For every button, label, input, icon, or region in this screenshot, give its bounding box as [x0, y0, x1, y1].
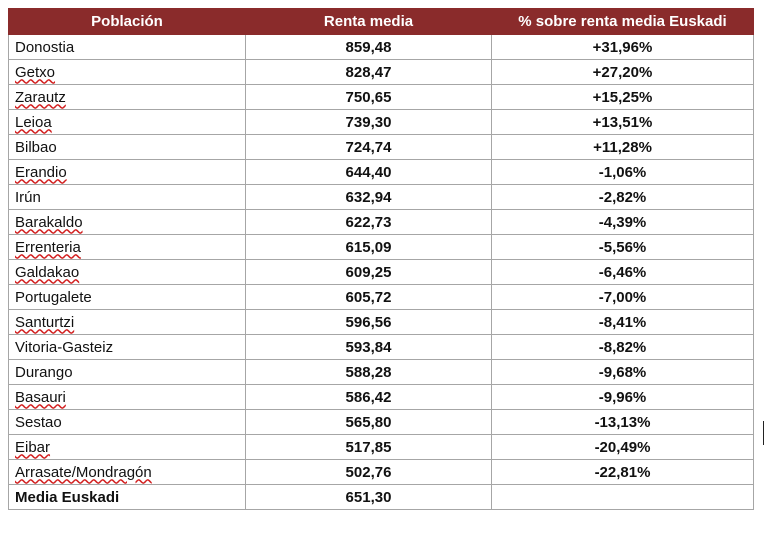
row-pct: -7,00% [492, 285, 754, 310]
header-poblacion: Población [9, 9, 246, 35]
table-row [9, 360, 754, 385]
header-renta-media: Renta media [246, 9, 492, 35]
row-name-text: Getxo [15, 63, 56, 81]
row-pct: +27,20% [492, 60, 754, 85]
row-pct: -9,96% [492, 385, 754, 410]
row-pct: -8,82% [492, 335, 754, 360]
table-row [9, 110, 754, 135]
table-row [9, 185, 754, 210]
row-pct: -2,82% [492, 185, 754, 210]
row-name [9, 310, 246, 335]
row-name-text: Eibar [15, 438, 51, 456]
row-pct: -20,49% [492, 435, 754, 460]
row-name-text: Durango [15, 363, 73, 381]
row-renta: 605,72 [246, 285, 492, 310]
row-pct: -4,39% [492, 210, 754, 235]
total-name: Media Euskadi [9, 485, 246, 510]
table-row [9, 85, 754, 110]
table-row [9, 335, 754, 360]
row-name [9, 110, 246, 135]
row-name-text: Leioa [15, 113, 52, 131]
row-name [9, 60, 246, 85]
table-row [9, 410, 754, 435]
row-renta: 517,85 [246, 435, 492, 460]
row-pct: -22,81% [492, 460, 754, 485]
row-name [9, 410, 246, 435]
row-name-text: Santurtzi [15, 313, 75, 331]
row-renta: 565,80 [246, 410, 492, 435]
income-table [8, 8, 754, 510]
total-row [9, 485, 754, 510]
row-pct: -1,06% [492, 160, 754, 185]
row-renta: 739,30 [246, 110, 492, 135]
table-row [9, 60, 754, 85]
row-renta: 615,09 [246, 235, 492, 260]
row-name-text: Sestao [15, 413, 62, 431]
table-row [9, 310, 754, 335]
row-name [9, 335, 246, 360]
row-name [9, 235, 246, 260]
row-pct: -5,56% [492, 235, 754, 260]
row-name-text: Vitoria-Gasteiz [15, 338, 114, 356]
row-pct: +15,25% [492, 85, 754, 110]
row-renta: 632,94 [246, 185, 492, 210]
row-renta: 586,42 [246, 385, 492, 410]
row-pct: -6,46% [492, 260, 754, 285]
row-name [9, 185, 246, 210]
row-renta: 750,65 [246, 85, 492, 110]
row-name-text: Barakaldo [15, 213, 83, 231]
row-renta: 588,28 [246, 360, 492, 385]
table-row [9, 210, 754, 235]
row-renta: 724,74 [246, 135, 492, 160]
row-name-text: Zarautz [15, 88, 66, 106]
table-row [9, 260, 754, 285]
row-name [9, 135, 246, 160]
row-name-text: Bilbao [15, 138, 57, 156]
row-name-text: Errenteria [15, 238, 81, 256]
row-pct: +31,96% [492, 35, 754, 60]
row-name-text: Erandio [15, 163, 67, 181]
row-renta: 859,48 [246, 35, 492, 60]
row-name [9, 385, 246, 410]
row-name-text: Arrasate/Mondragón [15, 463, 152, 481]
table-row [9, 285, 754, 310]
row-renta: 593,84 [246, 335, 492, 360]
row-name [9, 260, 246, 285]
row-name-text: Irún [15, 188, 41, 206]
row-name [9, 160, 246, 185]
text-cursor [763, 421, 764, 445]
row-pct: -8,41% [492, 310, 754, 335]
row-name [9, 435, 246, 460]
row-name-text: Basauri [15, 388, 66, 406]
header-row [9, 9, 754, 35]
row-pct: +13,51% [492, 110, 754, 135]
header-pct-euskadi: % sobre renta media Euskadi [492, 9, 754, 35]
row-renta: 502,76 [246, 460, 492, 485]
table-body [9, 35, 754, 485]
row-name-text: Donostia [15, 38, 75, 56]
row-pct: -13,13% [492, 410, 754, 435]
table-row [9, 435, 754, 460]
row-name [9, 360, 246, 385]
table-row [9, 385, 754, 410]
row-name [9, 210, 246, 235]
row-name [9, 460, 246, 485]
row-name [9, 85, 246, 110]
row-renta: 828,47 [246, 60, 492, 85]
row-name [9, 35, 246, 60]
row-name [9, 285, 246, 310]
table-row [9, 135, 754, 160]
table-row [9, 235, 754, 260]
total-renta: 651,30 [246, 485, 492, 510]
row-renta: 644,40 [246, 160, 492, 185]
row-pct: -9,68% [492, 360, 754, 385]
table-row [9, 160, 754, 185]
row-renta: 596,56 [246, 310, 492, 335]
total-pct [492, 485, 754, 510]
row-pct: +11,28% [492, 135, 754, 160]
row-name-text: Portugalete [15, 288, 92, 306]
row-renta: 622,73 [246, 210, 492, 235]
table-row [9, 35, 754, 60]
row-name-text: Galdakao [15, 263, 80, 281]
table-row [9, 460, 754, 485]
row-renta: 609,25 [246, 260, 492, 285]
